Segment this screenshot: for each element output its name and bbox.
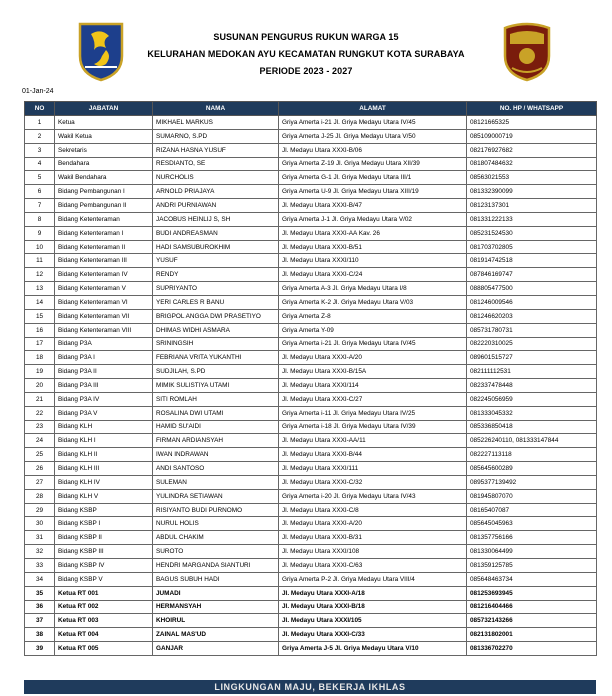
cell-alamat: Jl. Medayu Utara XXXI-C/33 [279,628,467,642]
cell-nama: FEBRIANA VRITA YUKANTHI [153,351,279,365]
cell-hp: 081703702805 [467,240,597,254]
cell-alamat: Griya Amerta i-11 Jl. Griya Medayu Utara IV/25 [279,406,467,420]
cell-jabatan: Bidang Ketenteraman VII [55,309,153,323]
cell-alamat: Griya Amerta i-18 Jl. Griya Medayu Utara IV/39 [279,420,467,434]
table-row [25,572,597,586]
cell-hp: 081246620203 [467,309,597,323]
cell-nama: JACOBUS HEINLIJ S, SH [153,212,279,226]
cell-no: 13 [25,282,55,296]
cell-alamat: Jl. Medayu Utara XXXI-A/20 [279,351,467,365]
cell-jabatan: Ketua RT 002 [55,600,153,614]
table-row [25,379,597,393]
cell-hp: 081246009546 [467,295,597,309]
cell-alamat: Jl. Medayu Utara XXXI-A/18 [279,586,467,600]
table-row [25,226,597,240]
cell-no: 10 [25,240,55,254]
cell-nama: SUROTO [153,545,279,559]
cell-jabatan: Wakil Bendahara [55,171,153,185]
cell-no: 34 [25,572,55,586]
cell-hp: 082337478448 [467,379,597,393]
cell-no: 5 [25,171,55,185]
cell-hp: 081333045332 [467,406,597,420]
cell-alamat: Jl. Medayu Utara XXXI/105 [279,614,467,628]
cell-jabatan: Bidang Ketenteraman I [55,226,153,240]
cell-jabatan: Bidang Ketenteraman [55,212,153,226]
cell-hp: 081357756166 [467,531,597,545]
table-row [25,628,597,642]
cell-hp: 082227113118 [467,448,597,462]
cell-nama: SRININGSIH [153,337,279,351]
cell-jabatan: Bidang KLH I [55,434,153,448]
table-row [25,309,597,323]
cell-nama: ZAINAL MAS'UD [153,628,279,642]
cell-jabatan: Bidang Ketenteraman V [55,282,153,296]
cell-nama: BAGUS SUBUH HADI [153,572,279,586]
cell-no: 4 [25,157,55,171]
cell-jabatan: Wakil Ketua [55,129,153,143]
cell-jabatan: Sekretaris [55,143,153,157]
table-row [25,545,597,559]
cell-nama: BRIGPOL ANGGA DWI PRASETIYO [153,309,279,323]
cell-hp: 081331222133 [467,212,597,226]
cell-hp: 081253693945 [467,586,597,600]
cell-alamat: Jl. Medayu Utara XXXI/108 [279,545,467,559]
cell-alamat: Griya Amerta J-5 Jl. Griya Medayu Utara V/10 [279,642,467,656]
cell-alamat: Jl. Medayu Utara XXXI-B/15A [279,365,467,379]
cell-no: 20 [25,379,55,393]
cell-no: 17 [25,337,55,351]
cell-jabatan: Bidang Pembangunan I [55,185,153,199]
cell-alamat: Jl. Medayu Utara XXXI/111 [279,462,467,476]
table-row [25,268,597,282]
cell-nama: SULEMAN [153,475,279,489]
cell-hp: 085336850418 [467,420,597,434]
cell-jabatan: Ketua RT 005 [55,642,153,656]
cell-hp: 081332390099 [467,185,597,199]
cell-hp: 08123137301 [467,199,597,213]
table-row [25,614,597,628]
document-period: PERIODE 2023 - 2027 [259,66,353,76]
cell-no: 19 [25,365,55,379]
cell-nama: NURUL HOLIS [153,517,279,531]
cell-hp: 08121665325 [467,116,597,130]
table-row [25,475,597,489]
cell-alamat: Griya Amerta J-25 Jl. Griya Medayu Utara V/50 [279,129,467,143]
cell-jabatan: Bidang P3A IV [55,392,153,406]
table-row [25,448,597,462]
cell-jabatan: Bidang KSBP II [55,531,153,545]
table-row [25,254,597,268]
cell-alamat: Griya Amerta G-1 Jl. Griya Medayu Utara III/1 [279,171,467,185]
cell-nama: HADI SAMSUBUROKHIM [153,240,279,254]
cell-nama: SITI ROMLAH [153,392,279,406]
cell-no: 18 [25,351,55,365]
cell-no: 16 [25,323,55,337]
cell-jabatan: Bendahara [55,157,153,171]
cell-alamat: Griya Amerta J-1 Jl. Griya Medayu Utara V/02 [279,212,467,226]
cell-nama: MIKHAEL MARKUS [153,116,279,130]
cell-hp: 081914742518 [467,254,597,268]
column-header-no: NO [25,102,55,116]
cell-no: 27 [25,475,55,489]
cell-hp: 08165407087 [467,503,597,517]
cell-nama: DHIMAS WIDHI ASMARA [153,323,279,337]
cell-alamat: Jl. Medayu Utara XXXI-B/51 [279,240,467,254]
cell-no: 26 [25,462,55,476]
table-header-row [25,102,597,116]
cell-jabatan: Bidang KLH V [55,489,153,503]
cell-hp: 081807484632 [467,157,597,171]
table-row [25,420,597,434]
document-subtitle: KELURAHAN MEDOKAN AYU KECAMATAN RUNGKUT KOTA SURABAYA [147,49,465,59]
cell-jabatan: Bidang KLH II [55,448,153,462]
cell-nama: YULINDRA SETIAWAN [153,489,279,503]
table-row [25,462,597,476]
cell-alamat: Jl. Medayu Utara XXXI-AA Kav. 26 [279,226,467,240]
table-row [25,600,597,614]
cell-nama: RISIYANTO BUDI PURNOMO [153,503,279,517]
cell-no: 9 [25,226,55,240]
table-row [25,199,597,213]
table-row [25,157,597,171]
cell-alamat: Griya Amerta Z-8 [279,309,467,323]
cell-no: 24 [25,434,55,448]
cell-alamat: Griya Amerta Y-09 [279,323,467,337]
cell-no: 35 [25,586,55,600]
cell-hp: 085648463734 [467,572,597,586]
table-row [25,240,597,254]
cell-nama: FIRMAN ARDIANSYAH [153,434,279,448]
cell-hp: 089601515727 [467,351,597,365]
cell-jabatan: Bidang P3A I [55,351,153,365]
column-header-alamat: ALAMAT [279,102,467,116]
cell-nama: ARNOLD PRIAJAYA [153,185,279,199]
column-header-jabatan: JABATAN [55,102,153,116]
cell-nama: ABDUL CHAKIM [153,531,279,545]
cell-hp: 082131802001 [467,628,597,642]
cell-alamat: Griya Amerta i-21 Jl. Griya Medayu Utara IV/45 [279,337,467,351]
table-row [25,116,597,130]
cell-alamat: Jl. Medayu Utara XXXI-AA/11 [279,434,467,448]
cell-no: 25 [25,448,55,462]
cell-hp: 085109000719 [467,129,597,143]
cell-hp: 085226240110, 081333147844 [467,434,597,448]
cell-alamat: Jl. Medayu Utara XXXI-B/47 [279,199,467,213]
table-row [25,295,597,309]
table-row [25,517,597,531]
cell-no: 14 [25,295,55,309]
cell-alamat: Jl. Medayu Utara XXXI-B/06 [279,143,467,157]
cell-nama: YERI CARLES R BANU [153,295,279,309]
cell-hp: 085732143266 [467,614,597,628]
cell-nama: BUDI ANDREASMAN [153,226,279,240]
cell-hp: 087846169747 [467,268,597,282]
table-row [25,143,597,157]
column-header-nama: NAMA [153,102,279,116]
cell-no: 32 [25,545,55,559]
cell-alamat: Jl. Medayu Utara XXXI-C/24 [279,268,467,282]
cell-no: 36 [25,600,55,614]
cell-nama: IWAN INDRAWAN [153,448,279,462]
management-table [24,101,597,656]
cell-no: 1 [25,116,55,130]
table-row [25,586,597,600]
cell-no: 31 [25,531,55,545]
cell-hp: 081330064499 [467,545,597,559]
cell-jabatan: Bidang Ketenteraman VI [55,295,153,309]
cell-jabatan: Bidang Ketenteraman III [55,254,153,268]
cell-hp: 081945807070 [467,489,597,503]
cell-hp: 085231524530 [467,226,597,240]
table-row [25,129,597,143]
cell-alamat: Jl. Medayu Utara XXXI/110 [279,254,467,268]
cell-jabatan: Ketua RT 001 [55,586,153,600]
document-title: SUSUNAN PENGURUS RUKUN WARGA 15 [213,32,399,42]
cell-nama: HAMID SU'AIDI [153,420,279,434]
cell-alamat: Griya Amerta i-20 Jl. Griya Medayu Utara IV/43 [279,489,467,503]
cell-jabatan: Ketua RT 004 [55,628,153,642]
cell-no: 29 [25,503,55,517]
cell-jabatan: Bidang KSBP IV [55,559,153,573]
cell-alamat: Griya Amerta i-21 Jl. Griya Medayu Utara IV/45 [279,116,467,130]
cell-nama: RIZANA HASNA YUSUF [153,143,279,157]
cell-jabatan: Ketua RT 003 [55,614,153,628]
footer-motto: LINGKUNGAN MAJU, BEKERJA IKHLAS [24,680,596,694]
cell-nama: HENDRI MARGANDA SIANTURI [153,559,279,573]
table-row [25,392,597,406]
table-row [25,642,597,656]
cell-no: 11 [25,254,55,268]
table-row [25,185,597,199]
cell-hp: 081216404466 [467,600,597,614]
cell-nama: SUDJILAH, S.PD [153,365,279,379]
cell-no: 6 [25,185,55,199]
cell-alamat: Jl. Medayu Utara XXXI-C/27 [279,392,467,406]
table-row [25,282,597,296]
cell-no: 38 [25,628,55,642]
cell-alamat: Griya Amerta K-2 Jl. Griya Medayu Utara V/03 [279,295,467,309]
cell-jabatan: Bidang KSBP [55,503,153,517]
cell-nama: YUSUF [153,254,279,268]
cell-nama: SUPRIYANTO [153,282,279,296]
cell-alamat: Jl. Medayu Utara XXXI-B/44 [279,448,467,462]
cell-nama: SUMARNO, S.PD [153,129,279,143]
cell-jabatan: Bidang Ketenteraman IV [55,268,153,282]
table-row [25,323,597,337]
cell-no: 12 [25,268,55,282]
table-row [25,559,597,573]
cell-no: 23 [25,420,55,434]
cell-alamat: Jl. Medayu Utara XXXI/114 [279,379,467,393]
cell-jabatan: Bidang KSBP V [55,572,153,586]
cell-nama: ANDRI PURNIAWAN [153,199,279,213]
table-row [25,489,597,503]
cell-no: 2 [25,129,55,143]
cell-jabatan: Bidang KLH IV [55,475,153,489]
cell-no: 3 [25,143,55,157]
cell-nama: ROSALINA DWI UTAMI [153,406,279,420]
cell-no: 28 [25,489,55,503]
cell-no: 37 [25,614,55,628]
cell-hp: 082111112531 [467,365,597,379]
cell-no: 21 [25,392,55,406]
cell-hp: 082176927682 [467,143,597,157]
cell-nama: JUMADI [153,586,279,600]
cell-hp: 081359125785 [467,559,597,573]
table-row [25,337,597,351]
cell-hp: 085645045963 [467,517,597,531]
cell-hp: 081336702270 [467,642,597,656]
cell-hp: 082220310025 [467,337,597,351]
cell-jabatan: Bidang KLH [55,420,153,434]
table-row [25,434,597,448]
cell-alamat: Jl. Medayu Utara XXXI-A/20 [279,517,467,531]
cell-jabatan: Ketua [55,116,153,130]
cell-hp: 08563021553 [467,171,597,185]
cell-alamat: Jl. Medayu Utara XXXI-B/31 [279,531,467,545]
cell-no: 30 [25,517,55,531]
cell-nama: HERMANSYAH [153,600,279,614]
cell-jabatan: Bidang P3A II [55,365,153,379]
table-row [25,351,597,365]
cell-nama: ANDI SANTOSO [153,462,279,476]
cell-alamat: Griya Amerta A-3 Jl. Griya Medayu Utara I/8 [279,282,467,296]
cell-jabatan: Bidang Ketenteraman VIII [55,323,153,337]
document-date: 01-Jan-24 [22,88,54,95]
cell-jabatan: Bidang Pembangunan II [55,199,153,213]
cell-no: 33 [25,559,55,573]
cell-no: 39 [25,642,55,656]
table-row [25,365,597,379]
cell-alamat: Jl. Medayu Utara XXXI-B/18 [279,600,467,614]
cell-nama: MIMIK SULISTIYA UTAMI [153,379,279,393]
cell-jabatan: Bidang KSBP I [55,517,153,531]
cell-jabatan: Bidang P3A [55,337,153,351]
table-row [25,503,597,517]
cell-nama: NURCHOLIS [153,171,279,185]
table-row [25,171,597,185]
cell-jabatan: Bidang P3A III [55,379,153,393]
cell-no: 22 [25,406,55,420]
cell-hp: 085645600289 [467,462,597,476]
table-row [25,531,597,545]
cell-nama: RESDIANTO, SE [153,157,279,171]
cell-hp: 0895377139492 [467,475,597,489]
cell-nama: GANJAR [153,642,279,656]
cell-no: 7 [25,199,55,213]
cell-alamat: Jl. Medayu Utara XXXI-C/63 [279,559,467,573]
cell-nama: RENDY [153,268,279,282]
cell-alamat: Jl. Medayu Utara XXXI-C/8 [279,503,467,517]
cell-hp: 088805477500 [467,282,597,296]
cell-nama: KHOIRUL [153,614,279,628]
cell-jabatan: Bidang P3A V [55,406,153,420]
cell-jabatan: Bidang KLH III [55,462,153,476]
table-row [25,406,597,420]
cell-alamat: Jl. Medayu Utara XXXI-C/32 [279,475,467,489]
cell-alamat: Griya Amerta U-9 Jl. Griya Medayu Utara XIII/19 [279,185,467,199]
table-row [25,212,597,226]
cell-jabatan: Bidang KSBP III [55,545,153,559]
cell-hp: 085731780731 [467,323,597,337]
column-header-hp: NO. HP / WHATSAPP [467,102,597,116]
cell-jabatan: Bidang Ketenteraman II [55,240,153,254]
cell-no: 8 [25,212,55,226]
cell-alamat: Griya Amerta Z-19 Jl. Griya Medayu Utara XII/39 [279,157,467,171]
cell-hp: 082245056959 [467,392,597,406]
cell-no: 15 [25,309,55,323]
cell-alamat: Griya Amerta P-2 Jl. Griya Medayu Utara VIII/4 [279,572,467,586]
